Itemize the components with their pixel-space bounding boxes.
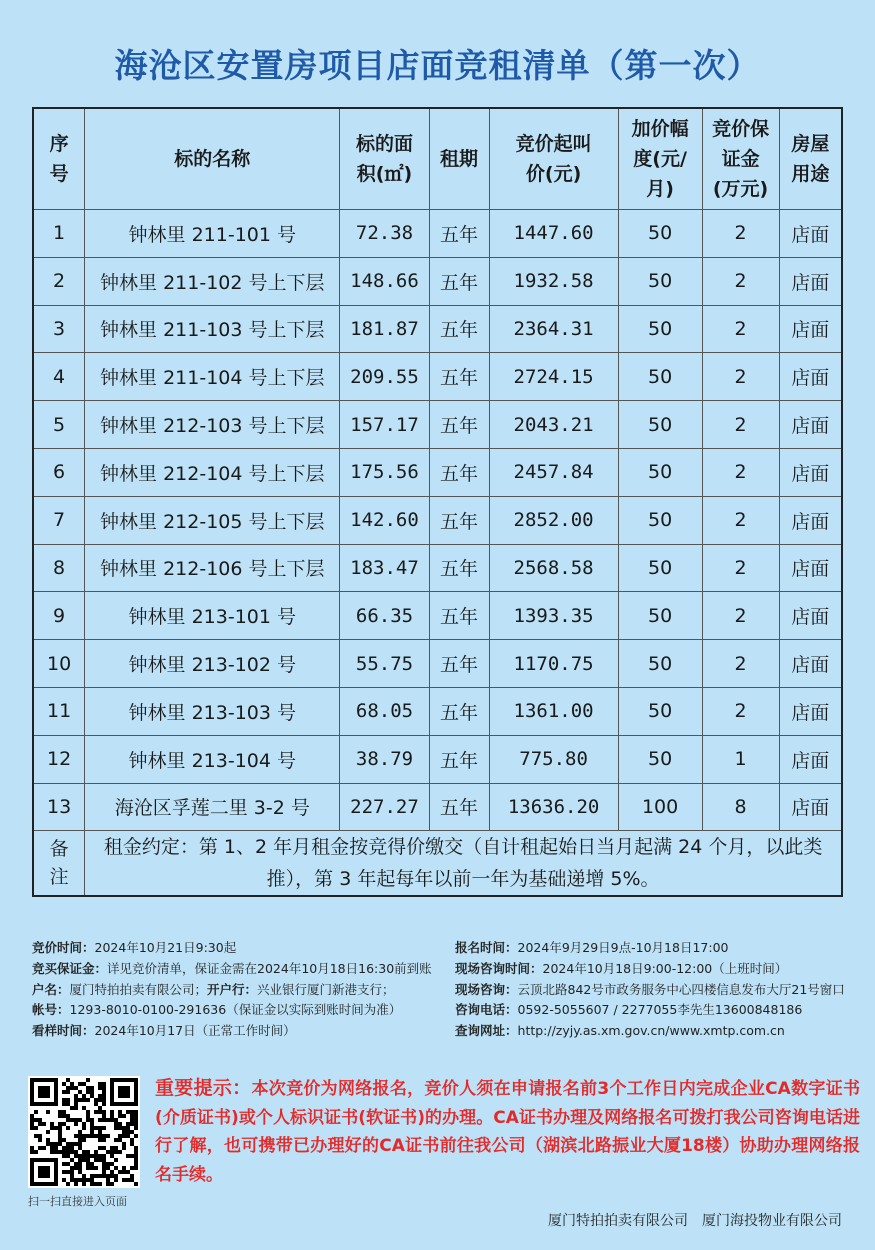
table-row: [33, 640, 842, 688]
cell-area: 157.17: [340, 401, 429, 449]
header-term: 租期: [429, 108, 489, 210]
cell-area: 183.47: [340, 544, 429, 592]
cell-index: 11: [33, 687, 85, 735]
cell-index: 9: [33, 592, 85, 640]
footer: [0, 1210, 842, 1230]
cell-increment: 50: [618, 544, 702, 592]
cell-start-price: 13636.20: [489, 783, 618, 831]
header-area: 标的面积(㎡): [340, 108, 429, 210]
note-row: [33, 831, 842, 897]
cell-area: 72.38: [340, 210, 429, 258]
cell-term: 五年: [429, 401, 489, 449]
cell-term: 五年: [429, 448, 489, 496]
cell-start-price: 1447.60: [489, 210, 618, 258]
cell-usage: 店面: [779, 305, 842, 353]
cell-deposit: 2: [702, 640, 779, 688]
info-consult-time: 现场咨询时间：2024年10月18日9:00-12:00（上班时间）: [455, 960, 788, 976]
cell-usage: 店面: [779, 783, 842, 831]
cell-start-price: 775.80: [489, 735, 618, 783]
cell-deposit: 2: [702, 210, 779, 258]
info-account-number: 帐号：1293-8010-0100-291636（保证金以实际到账时间为准）: [32, 1002, 402, 1018]
cell-increment: 50: [618, 257, 702, 305]
note-label: 备注: [33, 831, 85, 897]
cell-index: 4: [33, 353, 85, 401]
table-row: [33, 257, 842, 305]
cell-name: 钟林里 213-104 号: [85, 735, 340, 783]
info-viewing-time: 看样时间：2024年10月17日（正常工作时间）: [32, 1023, 296, 1039]
info-left: [32, 938, 452, 1042]
cell-deposit: 2: [702, 401, 779, 449]
info-right: [455, 938, 865, 1042]
header-deposit: 竞价保证金(万元): [702, 108, 779, 210]
info-website[interactable]: 查询网址：http://zyjy.as.xm.gov.cn/www.xmtp.com.cn: [455, 1023, 785, 1039]
cell-area: 181.87: [340, 305, 429, 353]
header-index: 序号: [33, 108, 85, 210]
cell-deposit: 2: [702, 496, 779, 544]
cell-area: 68.05: [340, 687, 429, 735]
cell-term: 五年: [429, 353, 489, 401]
header-usage: 房屋用途: [779, 108, 842, 210]
cell-name: 钟林里 212-106 号上下层: [85, 544, 340, 592]
cell-index: 2: [33, 257, 85, 305]
cell-index: 6: [33, 448, 85, 496]
note-text: 租金约定：第 1、2 年月租金按竞得价缴交（自计租起始日当月起满 24 个月，以此类推），第 3 年起每年以前一年为基础递增 5%。: [85, 831, 842, 897]
qr-caption: 扫一扫直接进入页面: [28, 1195, 127, 1208]
cell-increment: 50: [618, 735, 702, 783]
cell-deposit: 2: [702, 305, 779, 353]
table-row: [33, 496, 842, 544]
cell-usage: 店面: [779, 640, 842, 688]
cell-increment: 50: [618, 401, 702, 449]
cell-index: 8: [33, 544, 85, 592]
cell-deposit: 8: [702, 783, 779, 831]
cell-start-price: 2457.84: [489, 448, 618, 496]
cell-area: 55.75: [340, 640, 429, 688]
info-auction-time: 竞价时间：2024年10月21日9:30起: [32, 940, 237, 955]
cell-name: 钟林里 211-103 号上下层: [85, 305, 340, 353]
table-row: [33, 210, 842, 258]
cell-deposit: 1: [702, 735, 779, 783]
cell-area: 66.35: [340, 592, 429, 640]
cell-area: 148.66: [340, 257, 429, 305]
table-row: [33, 735, 842, 783]
info-registration-time: 报名时间：2024年9月29日9点-10月18日17:00: [455, 940, 729, 955]
info-deposit: 竞买保证金：详见竞价清单，保证金需在2024年10月18日16:30前到账: [32, 960, 432, 976]
cell-start-price: 2568.58: [489, 544, 618, 592]
qr-code[interactable]: [28, 1076, 140, 1188]
footer-company-1: 厦门特拍拍卖有限公司: [548, 1213, 688, 1229]
cell-usage: 店面: [779, 496, 842, 544]
cell-name: 钟林里 211-102 号上下层: [85, 257, 340, 305]
cell-increment: 50: [618, 640, 702, 688]
cell-name: 钟林里 213-101 号: [85, 592, 340, 640]
cell-term: 五年: [429, 640, 489, 688]
table-row: [33, 592, 842, 640]
cell-index: 7: [33, 496, 85, 544]
cell-name: 海沧区孚莲二里 3-2 号: [85, 783, 340, 831]
table-row: [33, 448, 842, 496]
cell-area: 209.55: [340, 353, 429, 401]
cell-index: 13: [33, 783, 85, 831]
cell-start-price: 2852.00: [489, 496, 618, 544]
cell-usage: 店面: [779, 592, 842, 640]
footer-company-2: 厦门海投物业有限公司: [702, 1213, 842, 1229]
cell-index: 5: [33, 401, 85, 449]
cell-start-price: 2724.15: [489, 353, 618, 401]
cell-increment: 50: [618, 305, 702, 353]
header-increment: 加价幅度(元/月): [618, 108, 702, 210]
cell-name: 钟林里 212-105 号上下层: [85, 496, 340, 544]
notice-text: 本次竞价为网络报名，竞价人须在申请报名前3个工作日内完成企业CA数字证书(介质证书)或个人标识证书(软证书)的办理。CA证书办理及网络报名可拨打我公司咨询电话进行了解，也可携带已办理好的CA证书前往我公司（湖滨北路振业大厦18楼）协助办理网络报名手续。: [155, 1079, 860, 1185]
listing-table: [32, 107, 843, 897]
table-row: [33, 544, 842, 592]
cell-deposit: 2: [702, 544, 779, 592]
cell-term: 五年: [429, 210, 489, 258]
cell-area: 227.27: [340, 783, 429, 831]
cell-usage: 店面: [779, 401, 842, 449]
cell-start-price: 1393.35: [489, 592, 618, 640]
header-name: 标的名称: [85, 108, 340, 210]
cell-deposit: 2: [702, 257, 779, 305]
cell-term: 五年: [429, 544, 489, 592]
page-title: 海沧区安置房项目店面竞租清单（第一次）: [114, 46, 761, 85]
table-row: [33, 353, 842, 401]
info-account-name: 户名：厦门特拍拍卖有限公司；开户行：兴业银行厦门新港支行；: [32, 981, 395, 997]
cell-index: 10: [33, 640, 85, 688]
cell-start-price: 1932.58: [489, 257, 618, 305]
cell-usage: 店面: [779, 544, 842, 592]
cell-usage: 店面: [779, 210, 842, 258]
cell-term: 五年: [429, 783, 489, 831]
table-row: [33, 687, 842, 735]
cell-increment: 50: [618, 353, 702, 401]
cell-term: 五年: [429, 257, 489, 305]
cell-term: 五年: [429, 305, 489, 353]
cell-start-price: 2043.21: [489, 401, 618, 449]
cell-term: 五年: [429, 735, 489, 783]
cell-name: 钟林里 211-104 号上下层: [85, 353, 340, 401]
cell-name: 钟林里 213-103 号: [85, 687, 340, 735]
cell-increment: 50: [618, 448, 702, 496]
cell-name: 钟林里 211-101 号: [85, 210, 340, 258]
important-notice: [155, 1074, 860, 1189]
cell-usage: 店面: [779, 735, 842, 783]
header-start-price: 竞价起叫价(元): [489, 108, 618, 210]
cell-area: 142.60: [340, 496, 429, 544]
cell-deposit: 2: [702, 353, 779, 401]
cell-deposit: 2: [702, 592, 779, 640]
cell-name: 钟林里 212-103 号上下层: [85, 401, 340, 449]
table-row: [33, 305, 842, 353]
cell-index: 3: [33, 305, 85, 353]
cell-usage: 店面: [779, 687, 842, 735]
table-header-row: [33, 108, 842, 210]
cell-increment: 100: [618, 783, 702, 831]
cell-usage: 店面: [779, 353, 842, 401]
cell-usage: 店面: [779, 257, 842, 305]
cell-index: 12: [33, 735, 85, 783]
cell-index: 1: [33, 210, 85, 258]
qr-code-icon: [30, 1078, 138, 1186]
cell-start-price: 1170.75: [489, 640, 618, 688]
cell-area: 38.79: [340, 735, 429, 783]
cell-name: 钟林里 212-104 号上下层: [85, 448, 340, 496]
cell-deposit: 2: [702, 687, 779, 735]
cell-increment: 50: [618, 496, 702, 544]
cell-term: 五年: [429, 592, 489, 640]
table-row: [33, 401, 842, 449]
table-row: [33, 783, 842, 831]
cell-deposit: 2: [702, 448, 779, 496]
cell-increment: 50: [618, 592, 702, 640]
cell-usage: 店面: [779, 448, 842, 496]
info-phone: 咨询电话：0592-5055607 / 2277055李先生13600848186: [455, 1002, 803, 1018]
cell-term: 五年: [429, 687, 489, 735]
cell-name: 钟林里 213-102 号: [85, 640, 340, 688]
cell-start-price: 2364.31: [489, 305, 618, 353]
notice-heading: 重要提示：: [155, 1077, 252, 1099]
cell-increment: 50: [618, 687, 702, 735]
info-consult-location: 现场咨询：云顶北路842号市政务服务中心四楼信息发布大厅21号窗口: [455, 981, 845, 997]
cell-increment: 50: [618, 210, 702, 258]
cell-start-price: 1361.00: [489, 687, 618, 735]
cell-area: 175.56: [340, 448, 429, 496]
cell-term: 五年: [429, 496, 489, 544]
